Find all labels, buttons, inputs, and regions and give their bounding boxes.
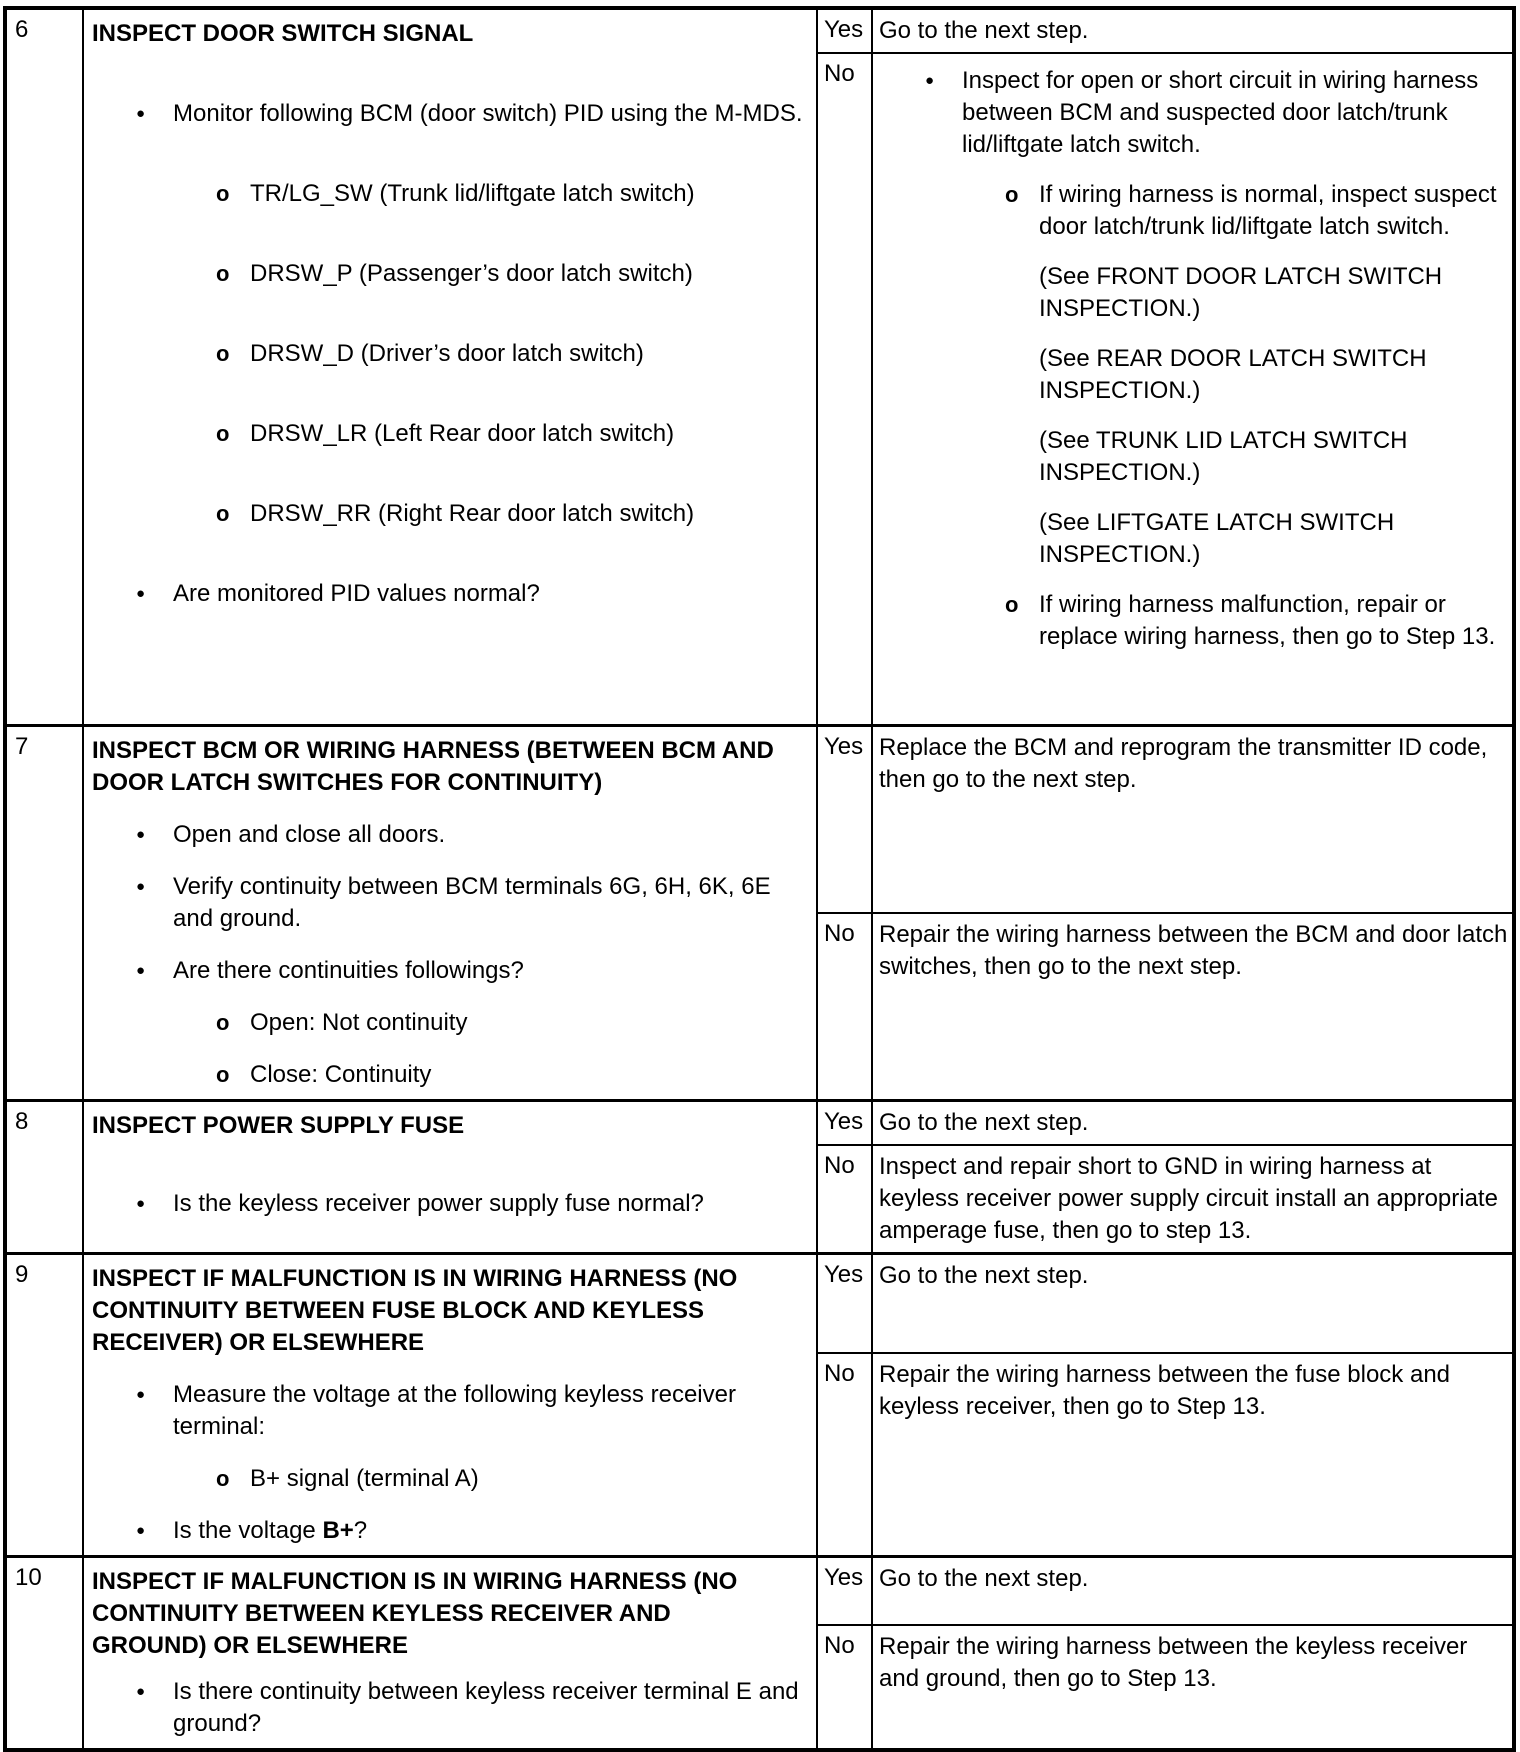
result-text: Go to the next step.	[879, 1565, 1089, 1592]
result-text: Go to the next step.	[879, 1262, 1089, 1289]
bullet-icon: ●	[136, 1386, 146, 1403]
item-text: Close: Continuity	[250, 1061, 432, 1088]
action-cell	[83, 1254, 817, 1557]
yes-label: Yes	[824, 733, 864, 760]
no-label-cell	[817, 1353, 872, 1556]
item-text: Is the keyless receiver power supply fuse normal?	[173, 1190, 704, 1217]
step-row	[5, 1557, 1514, 1751]
item-text: Is there continuity between keyless receiver terminal E and ground?	[173, 1678, 799, 1737]
title-line: GROUND) OR ELSEWHERE	[92, 1632, 409, 1659]
no-label: No	[824, 1632, 855, 1660]
procedure-title	[92, 18, 814, 50]
result-text: Repair the wiring harness between the keyless receiver and ground, then go to Step 13.	[879, 1633, 1468, 1693]
circle-item	[216, 1463, 814, 1495]
bullet-item	[136, 1188, 814, 1220]
title-line: INSPECT POWER SUPPLY FUSE	[92, 1112, 465, 1139]
title-line: RECEIVER) OR ELSEWHERE	[92, 1329, 425, 1356]
bullet-icon: ●	[136, 1195, 146, 1212]
result-text: Replace the BCM and reprogram the transmitter ID code, then go to the next step.	[879, 734, 1488, 793]
action-cell	[83, 1101, 817, 1254]
yes-label-cell	[817, 1101, 872, 1146]
no-label: No	[824, 60, 855, 87]
no-label: No	[824, 1360, 855, 1388]
step-number: 10	[5, 1557, 83, 1751]
circle-item	[216, 338, 814, 370]
procedure-title	[92, 1263, 814, 1359]
no-action-cell	[872, 53, 1514, 726]
title-line: INSPECT IF MALFUNCTION IS IN WIRING HARNESS (NO	[92, 1568, 738, 1595]
result-text: Go to the next step.	[879, 17, 1089, 44]
procedure-title	[92, 1566, 814, 1662]
result-text: Repair the wiring harness between the fuse block and keyless receiver, then go to Step 13.	[879, 1361, 1451, 1421]
bullet-icon: ●	[136, 585, 146, 602]
yes-action-cell	[872, 1101, 1514, 1146]
yes-label: Yes	[824, 1261, 864, 1288]
circle-item	[1005, 589, 1508, 653]
bullet-item	[136, 578, 814, 610]
bullet-item	[136, 1676, 814, 1740]
bullet-item	[136, 98, 814, 130]
circle-icon: o	[216, 181, 230, 206]
no-label-cell	[817, 1625, 872, 1750]
result-text: Repair the wiring harness between the BCM and door latch switches, then go to the next step.	[879, 921, 1508, 980]
item-text: DRSW_RR (Right Rear door latch switch)	[250, 500, 695, 527]
yes-label-cell	[817, 726, 872, 914]
step-number: 7	[5, 726, 83, 1101]
circle-icon: o	[216, 1062, 230, 1087]
circle-icon: o	[216, 1466, 230, 1491]
no-action-cell	[872, 913, 1514, 1101]
step-row	[5, 1101, 1514, 1254]
step-number: 8	[5, 1101, 83, 1254]
circle-icon: o	[1005, 182, 1019, 207]
circle-item	[216, 498, 814, 530]
title-line: CONTINUITY BETWEEN FUSE BLOCK AND KEYLESS	[92, 1297, 705, 1324]
item-text: Measure the voltage at the following keyless receiver terminal:	[173, 1381, 736, 1440]
procedure-title	[92, 735, 814, 799]
procedure-title	[92, 1110, 814, 1142]
circle-icon: o	[216, 261, 230, 286]
see-reference: (See TRUNK LID LATCH SWITCH INSPECTION.)	[1039, 427, 1408, 486]
yes-action-cell	[872, 1557, 1514, 1626]
circle-icon: o	[216, 501, 230, 526]
title-line: INSPECT DOOR SWITCH SIGNAL	[92, 20, 474, 47]
yes-action-cell	[872, 8, 1514, 53]
bullet-item	[136, 955, 814, 987]
see-reference: (See LIFTGATE LATCH SWITCH INSPECTION.)	[1039, 509, 1395, 568]
no-action-cell	[872, 1625, 1514, 1750]
item-text: If wiring harness is normal, inspect suspect door latch/trunk lid/liftgate latch switch.	[1039, 181, 1497, 240]
circle-item	[216, 1007, 814, 1039]
bullet-item	[136, 871, 814, 935]
title-line: INSPECT IF MALFUNCTION IS IN WIRING HARNESS (NO	[92, 1265, 738, 1292]
item-text: Are there continuities followings?	[173, 957, 524, 984]
circle-icon: o	[1005, 592, 1019, 617]
result-text: Inspect and repair short to GND in wiring harness at keyless receiver power supply circuit install an appropriate amperage fuse, then go to step 13.	[879, 1153, 1498, 1244]
circle-item	[216, 178, 814, 210]
item-text: TR/LG_SW (Trunk lid/liftgate latch switch)	[250, 180, 695, 207]
item-text: DRSW_D (Driver’s door latch switch)	[250, 340, 644, 367]
item-text: Verify continuity between BCM terminals 6G, 6H, 6K, 6E and ground.	[173, 873, 771, 932]
item-text: Monitor following BCM (door switch) PID using the M-MDS.	[173, 100, 803, 127]
no-action-cell	[872, 1145, 1514, 1254]
item-text: Are monitored PID values normal?	[173, 580, 540, 607]
action-cell	[83, 8, 817, 726]
no-label-cell	[817, 53, 872, 726]
bullet-item	[136, 819, 814, 851]
step-number: 9	[5, 1254, 83, 1557]
item-text: Is the voltage B+?	[173, 1517, 368, 1544]
circle-item	[216, 1059, 814, 1091]
title-line: CONTINUITY BETWEEN KEYLESS RECEIVER AND	[92, 1600, 671, 1627]
title-line: DOOR LATCH SWITCHES FOR CONTINUITY)	[92, 769, 603, 796]
bullet-item	[925, 65, 1508, 161]
no-label: No	[824, 1152, 855, 1179]
bullet-icon: ●	[136, 1683, 146, 1700]
bullet-item	[136, 1379, 814, 1443]
bullet-icon: ●	[136, 1522, 146, 1539]
see-reference: (See FRONT DOOR LATCH SWITCH INSPECTION.)	[1039, 263, 1443, 322]
item-text: Open: Not continuity	[250, 1009, 468, 1036]
step-row	[5, 726, 1514, 1101]
bullet-icon: ●	[925, 72, 935, 89]
yes-label: Yes	[824, 1108, 864, 1135]
see-reference: (See REAR DOOR LATCH SWITCH INSPECTION.)	[1039, 345, 1427, 404]
item-text: If wiring harness malfunction, repair or replace wiring harness, then go to Step 13.	[1039, 591, 1496, 650]
yes-label-cell	[817, 1254, 872, 1354]
result-text: Go to the next step.	[879, 1109, 1089, 1136]
yes-action-cell	[872, 726, 1514, 914]
bullet-item	[136, 1515, 814, 1547]
yes-label-cell	[817, 8, 872, 53]
diagnostic-table	[3, 6, 1516, 1752]
no-label-cell	[817, 913, 872, 1101]
item-text: Open and close all doors.	[173, 821, 446, 848]
bullet-icon: ●	[136, 826, 146, 843]
yes-action-cell	[872, 1254, 1514, 1354]
step-row	[5, 8, 1514, 726]
action-cell	[83, 1557, 817, 1751]
no-action-cell	[872, 1353, 1514, 1556]
no-label: No	[824, 920, 855, 947]
yes-label-cell	[817, 1557, 872, 1626]
item-text: Inspect for open or short circuit in wiring harness between BCM and suspected door latch/trunk lid/liftgate latch switch.	[962, 67, 1479, 158]
yes-label: Yes	[824, 16, 864, 43]
bullet-icon: ●	[136, 105, 146, 122]
item-text: B+ signal (terminal A)	[250, 1465, 479, 1492]
step-number: 6	[5, 8, 83, 726]
action-cell	[83, 726, 817, 1101]
circle-icon: o	[216, 1010, 230, 1035]
circle-item	[216, 418, 814, 450]
step-row	[5, 1254, 1514, 1557]
no-label-cell	[817, 1145, 872, 1254]
circle-item	[1005, 179, 1508, 243]
title-line: INSPECT BCM OR WIRING HARNESS (BETWEEN BCM AND	[92, 737, 774, 764]
circle-icon: o	[216, 421, 230, 446]
item-text: DRSW_P (Passenger’s door latch switch)	[250, 260, 693, 287]
yes-label: Yes	[824, 1564, 864, 1591]
bullet-icon: ●	[136, 878, 146, 895]
bullet-icon: ●	[136, 962, 146, 979]
circle-icon: o	[216, 341, 230, 366]
item-text: DRSW_LR (Left Rear door latch switch)	[250, 420, 675, 447]
circle-item	[216, 258, 814, 290]
